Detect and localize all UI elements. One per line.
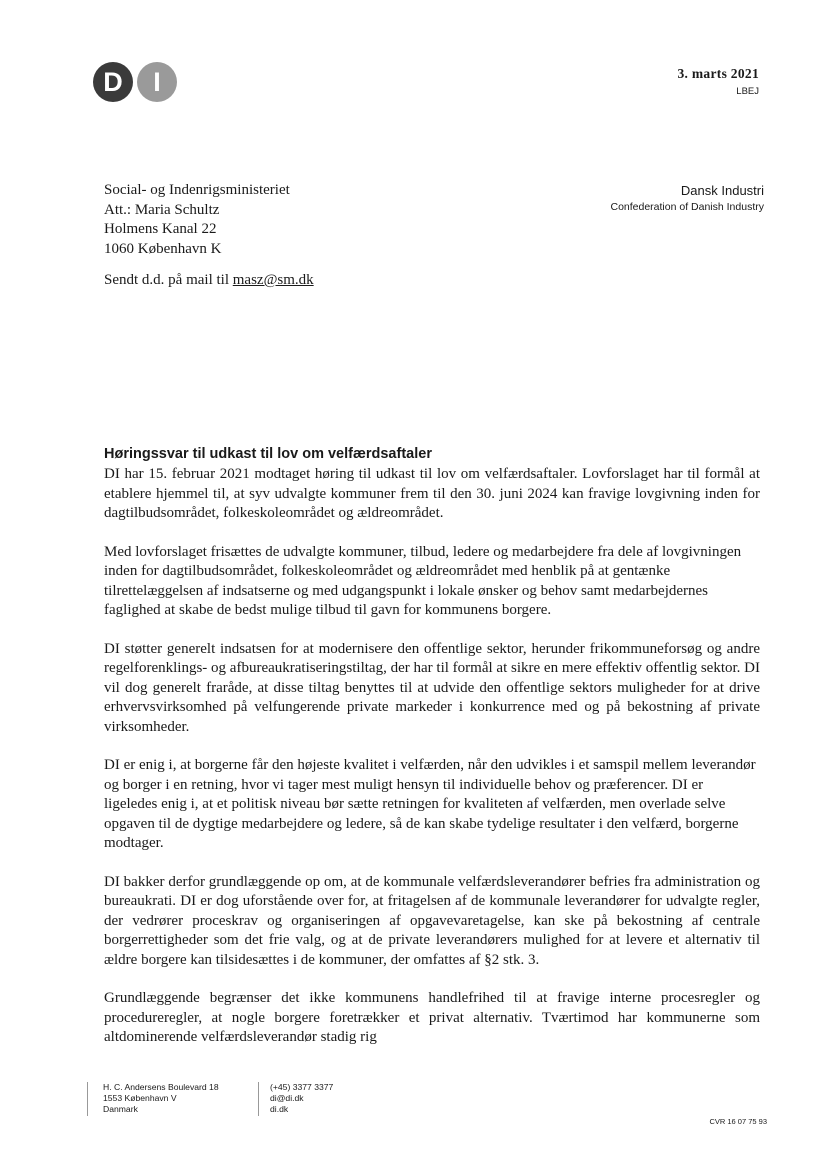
body-paragraph: DI støtter generelt indsatsen for at modernisere den offentlige sektor, herunder frikommuneforsøg og andre regelforenklings- og afbureaukratiseringstiltag, der har til formål at sikre en mere effektiv offentlig sektor. DI vil dog generelt fraråde, at disse tiltag benyttes til at udvide den offentlige sektors muligheder for at drive erhvervsvirksomhed på velfungerende private markeder i konkurrence med og på bekostning af private virksomheder.	[104, 640, 760, 735]
author-initials: LBEJ	[736, 86, 759, 97]
recipient-line: Social- og Indenrigsministeriet	[104, 182, 290, 198]
recipient-line: Holmens Kanal 22	[104, 221, 217, 237]
logo-letter-d: D	[93, 62, 133, 102]
recipient-line: 1060 København K	[104, 240, 222, 257]
sender-org: Dansk Industri	[680, 183, 764, 198]
body-paragraph: Med lovforslaget frisættes de udvalgte kommuner, tilbud, ledere og medarbejdere fra dele af lovgivningen inden for dagtilbudsområdet, folkeskoleområdet og ældreområdet med henblik på at gentænke tilrettelæggelsen af indsatserne og med udgangspunkt i lokale ønsker og behov samt medarbejdernes faglighed at skabe de bedst mulige tilbud til gavn for kommunens borgere.	[104, 543, 742, 618]
footer-address	[103, 1082, 219, 1115]
body-paragraph: DI har 15. februar 2021 modtaget høring til udkast til lov om velfærdsaftaler. Lovforslaget har til formål at etablere hjemmel til, at syv udvalgte kommuner frem til den 30. juni 2024 kan fravige lovgivning inden for dagtilbudsområdet, folkeskoleområdet og ældreområdet.	[104, 466, 760, 521]
footer-contact	[270, 1082, 333, 1115]
footer-address-line: 1553 København V	[103, 1093, 177, 1103]
footer-divider	[258, 1082, 259, 1116]
footer-cvr: CVR 16 07 75 93	[709, 1117, 767, 1126]
date-block	[677, 66, 759, 97]
footer-website[interactable]: di.dk	[270, 1104, 289, 1114]
di-logo	[93, 62, 177, 104]
body-paragraph: DI bakker derfor grundlæggende op om, at de kommunale velfærdsleverandører befries fra administration og bureaukrati. DI er dog uforstående over for, at fritagelsen af de kommunale leverandører for udvalgte regler, der vedrører proceskrav og organiseringen af opgavevaretagelse, kan ske på bekostning af centrale borgerrettigheder som det frie valg, og at de private leverandørers mulighed for at levere et alternativ til ældre borgere kan tilsidesættes i de kommuner, der omfattes af §2 stk. 3.	[104, 873, 760, 968]
body-paragraph: DI er enig i, at borgerne får den højeste kvalitet i velfærden, når den udvikles i et samspil mellem leverandør og borger i en retning, hvor vi tager mest muligt hensyn til individuelle behov og præferencer. DI er ligeledes enig i, at et politisk niveau bør sætte retningen for kvaliteten af velfærden, men overlade selve opgaven til de dygtige medarbejdere og ledere, så de kan skabe tydelige resultater i den velfærd, borgerne modtager.	[104, 757, 756, 851]
email-link[interactable]: masz@sm.dk	[232, 272, 314, 288]
logo-letter-i: I	[137, 62, 177, 102]
sent-line	[104, 272, 314, 289]
letter-date: 3. marts 2021	[677, 66, 759, 81]
body-paragraph: Grundlæggende begrænser det ikke kommunens handlefrihed til at fravige interne procesregler og procedureregler, at nogle borgere foretrækker et privat alternativ. Tværtimod har kommunerne som altdominerende velfærdsleverandør stadig rig	[104, 990, 760, 1045]
letter-body	[104, 465, 760, 1048]
recipient-line: Att.: Maria Schultz	[104, 201, 220, 218]
footer-divider	[87, 1082, 88, 1116]
sent-prefix: Sendt d.d. på mail til	[104, 272, 233, 288]
footer-address-line: H. C. Andersens Boulevard 18	[103, 1082, 219, 1092]
footer-phone: (+45) 3377 3377	[270, 1082, 334, 1092]
letter-heading: Høringssvar til udkast til lov om velfærdsaftaler	[104, 446, 432, 462]
recipient-address	[104, 181, 290, 259]
sender-org-english: Confederation of Danish Industry	[610, 201, 764, 213]
sender-block	[610, 183, 764, 213]
footer-email[interactable]: di@di.dk	[270, 1093, 304, 1103]
footer-address-line: Danmark	[103, 1104, 138, 1114]
